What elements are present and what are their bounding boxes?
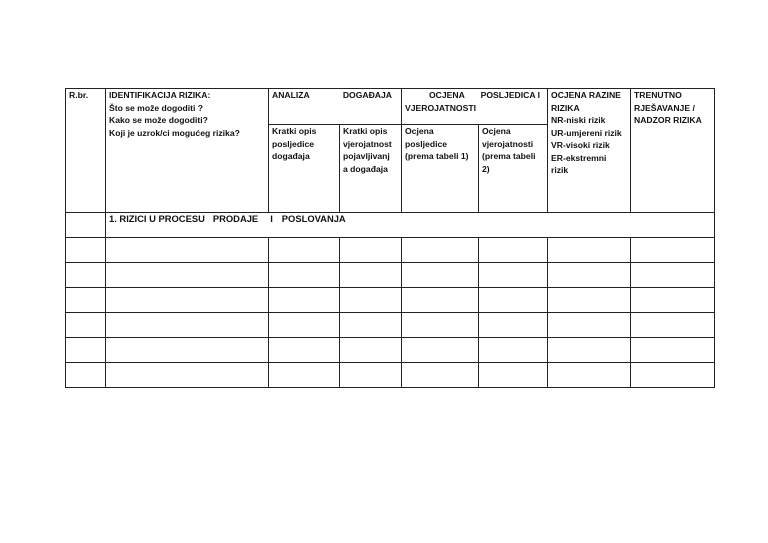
section-word-3: I [270,213,273,224]
table-cell[interactable] [402,363,479,388]
trenutno-line-1: TRENUTNO [634,90,682,100]
table-cell[interactable] [631,338,715,363]
table-cell[interactable] [479,338,548,363]
header-analiza-dogadaja [269,89,402,125]
header-ocjena-posljedice [402,125,479,213]
table-cell[interactable] [66,238,106,263]
vjerojatnosti-word: VJEROJATNOSTI [405,102,476,113]
table-cell[interactable] [548,313,631,338]
header-ocjena-vjerojatnosti [479,125,548,213]
table-cell[interactable] [631,288,715,313]
table-cell[interactable] [66,288,106,313]
header-identifikacija [106,89,269,213]
analiza-col1-line-1: Kratki opis [272,126,317,136]
table-cell[interactable] [340,338,402,363]
table-row [66,238,715,263]
ocjena-col2-line-4: 2) [482,163,490,174]
section-rbr-cell[interactable] [66,213,106,238]
section-title [106,213,715,238]
table-cell[interactable] [106,338,269,363]
ocjena-col2-line-3: (prema tabeli [482,151,536,161]
analiza-col2-line-3: pojavljivanj [343,151,390,161]
table-cell[interactable] [479,313,548,338]
analiza-col1-line-2: posljedice [272,138,315,149]
ocjena-col1-line-3: (prema tabeli 1) [405,151,469,161]
table-cell[interactable] [631,238,715,263]
header-kratki-opis-vjerojatnost [340,125,402,213]
table-cell[interactable] [340,238,402,263]
risk-assessment-table [65,88,715,388]
analiza-word: ANALIZA [272,90,310,100]
table-cell[interactable] [106,363,269,388]
analiza-col2-line-2: vjerojatnost [343,138,392,149]
table-row [66,313,715,338]
table-cell[interactable] [66,313,106,338]
header-rbr [66,89,106,213]
table-cell[interactable] [631,263,715,288]
dogadaja-word: DOGAĐAJA [342,90,392,100]
razina-line-3: NR-niski rizik [551,115,606,125]
header-razina-rizika [548,89,631,213]
identifikacija-line-2: Što se može dogoditi ? [109,102,204,113]
table-cell[interactable] [269,263,340,288]
empty-rows [66,238,715,388]
header-row-1 [66,89,715,125]
razina-line-6: ER-ekstremni [551,152,607,163]
table-cell[interactable] [106,313,269,338]
razina-line-2: RIZIKA [551,102,580,113]
table-cell[interactable] [269,363,340,388]
table-cell[interactable] [66,338,106,363]
posljedica-word: POSLJEDICA I [480,90,541,100]
analiza-col1-line-3: događaja [272,151,310,161]
trenutno-line-2: RJEŠAVANJE / [634,102,695,113]
identifikacija-line-4: Koji je uzrok/ci mogućeg rizika? [109,127,240,138]
section-word-2: PRODAJE [212,213,259,224]
identifikacija-line-3: Kako se može dogoditi? [109,115,208,125]
table-cell[interactable] [106,238,269,263]
table-cell[interactable] [269,338,340,363]
razina-line-1: OCJENA RAZINE [551,90,621,100]
table-cell[interactable] [402,238,479,263]
table-row [66,263,715,288]
header-kratki-opis-posljedice [269,125,340,213]
table-cell[interactable] [340,313,402,338]
table-cell[interactable] [548,363,631,388]
analiza-col2-line-1: Kratki opis [343,126,388,136]
razina-line-4: UR-umjereni rizik [551,127,622,138]
table-cell[interactable] [479,363,548,388]
table-cell[interactable] [340,288,402,313]
table-cell[interactable] [340,363,402,388]
table-row [66,338,715,363]
ocjena-word: OCJENA [429,90,465,100]
header-trenutno-rjesavanje [631,89,715,213]
ocjena-col2-line-1: Ocjena [482,126,511,136]
identifikacija-line-1: IDENTIFIKACIJA RIZIKA: [109,90,211,100]
table-cell[interactable] [548,238,631,263]
trenutno-line-3: NADZOR RIZIKA [634,115,702,125]
table-cell[interactable] [548,263,631,288]
header-ocjena-posljedica [402,89,548,125]
ocjena-col1-line-1: Ocjena [405,126,434,136]
section-word-4: POSLOVANJA [281,213,346,224]
table-cell[interactable] [269,313,340,338]
table-cell[interactable] [548,288,631,313]
table-cell[interactable] [106,288,269,313]
ocjena-col1-line-2: posljedice [405,138,448,149]
table-cell[interactable] [340,263,402,288]
table-cell[interactable] [269,288,340,313]
table-cell[interactable] [402,288,479,313]
table-cell[interactable] [479,238,548,263]
rbr-label: R.br. [69,90,89,100]
table-cell[interactable] [548,338,631,363]
table-cell[interactable] [631,313,715,338]
table-cell[interactable] [66,363,106,388]
table-cell[interactable] [402,338,479,363]
table-cell[interactable] [479,288,548,313]
table-cell[interactable] [631,363,715,388]
table-cell[interactable] [479,263,548,288]
table-cell[interactable] [106,263,269,288]
ocjena-col2-line-2: vjerojatnosti [482,138,534,149]
analiza-col2-line-4: a događaja [343,163,388,174]
razina-line-5: VR-visoki rizik [551,140,610,150]
table-row [66,363,715,388]
table-cell[interactable] [402,263,479,288]
razina-line-7: rizik [551,165,569,175]
section-row [66,213,715,238]
section-word-1: 1. RIZICI U PROCESU [109,213,205,224]
table-cell[interactable] [66,263,106,288]
table-row [66,288,715,313]
table-cell[interactable] [269,238,340,263]
table-cell[interactable] [402,313,479,338]
